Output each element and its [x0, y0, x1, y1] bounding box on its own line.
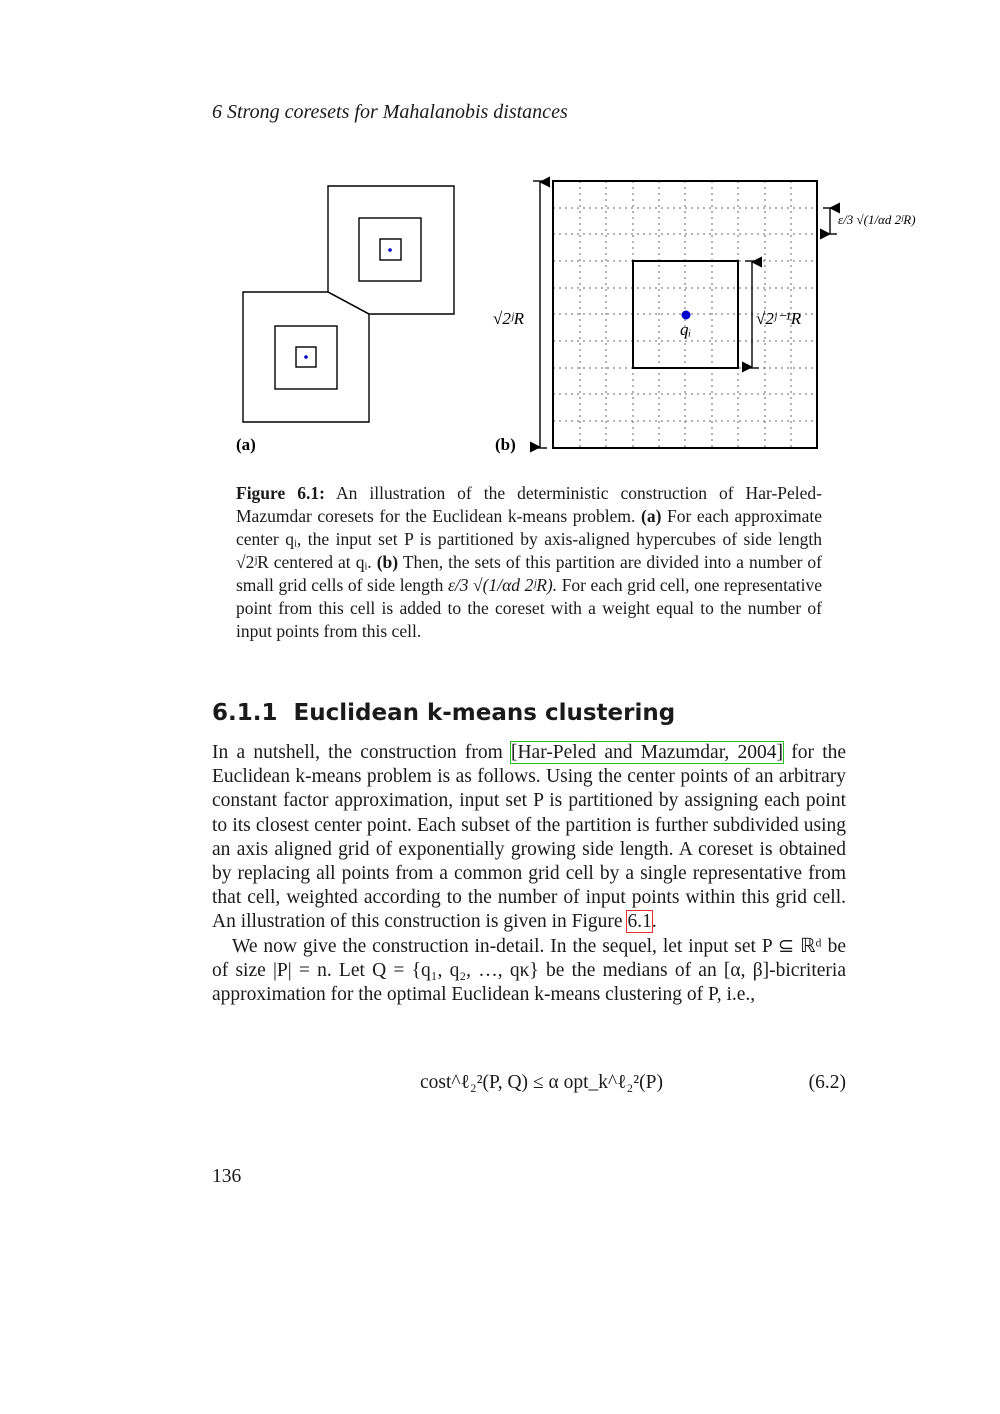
panel-a-diagram: [243, 186, 454, 422]
section-number: 6.1.1: [212, 700, 278, 726]
paragraph-1-text-main: for the Euclidean k-means problem is as follows. Using the center points of an arbitrary constant factor approximation, input set P is partitioned by assigning each point to its closest center point. Each subset of the partition is further subdivided using an axis aligned grid of exponentially growing side length. A coreset is obtained by replacing all points from a common grid cell by a single representative from that cell, weighted according to the number of input points within this grid cell. An illustration of this construction is given in Figure: [212, 742, 847, 933]
center-point-lower: [304, 355, 308, 359]
equation-body: cost^ℓ₂²(P, Q) ≤ α opt_k^ℓ₂²(P): [420, 1072, 663, 1093]
figure-caption: [236, 482, 822, 643]
center-label: qᵢ: [680, 320, 692, 339]
caption-sentence-4: For each grid cell, one representative point from this cell is added to the coreset with a weight equal to the number of input points from this cell.: [236, 575, 823, 641]
figure-svg: [225, 170, 925, 460]
body-text: [212, 741, 846, 1007]
paragraph-2: We now give the construction in-detail. In the sequel, let input set P ⊆ ℝᵈ be of size |P| = n. Let Q = {q₁, q₂, …, qκ} be the medians of an [α, β]-bicriteria approximation for the optimal Euclidean k-means clustering of P, i.e.,: [212, 935, 846, 1006]
panel-b-label: (b): [495, 435, 516, 454]
equation-number: (6.2): [808, 1072, 846, 1093]
outer-side-label: √2ʲR: [493, 309, 525, 328]
caption-sentence-2: For each approximate center qᵢ, the input set P is partitioned by axis-aligned hypercubes of side length √2ʲR centered at qᵢ.: [236, 506, 823, 572]
cell-side-label: ε/3 √(1/αd 2ʲR): [838, 212, 916, 227]
caption-part-a: (a): [641, 506, 662, 526]
section-heading: [212, 700, 675, 726]
caption-label: Figure 6.1:: [236, 483, 325, 503]
caption-part-b: (b): [376, 552, 399, 572]
paragraph-1-text-end: .: [651, 911, 657, 933]
page-number: 136: [212, 1166, 242, 1187]
caption-sentence-3: Then, the sets of this partition are divided into a number of small grid cells of side length: [236, 552, 823, 595]
inner-side-label: √2ʲ⁻¹R: [756, 309, 802, 328]
center-point-upper: [388, 248, 392, 252]
paragraph-1-text-start: In a nutshell, the construction from: [212, 742, 503, 763]
section-title: Euclidean k-means clustering: [293, 700, 676, 726]
panel-a-label: (a): [236, 435, 256, 454]
figure-6-1: [225, 170, 925, 460]
citation-link[interactable]: [Har-Peled and Mazumdar, 2004]: [510, 742, 784, 763]
center-point-qi: [682, 311, 691, 320]
running-header: 6 Strong coresets for Mahalanobis distances: [212, 101, 568, 123]
caption-sentence-1: An illustration of the deterministic construction of Har-Peled-Mazumdar coresets for the Euclidean k-means problem.: [236, 483, 822, 526]
figure-ref-link[interactable]: 6.1: [627, 911, 652, 933]
paragraph-1: [212, 741, 846, 935]
caption-cell-expression: ε/3 √(1/αd 2ʲR).: [448, 575, 558, 595]
